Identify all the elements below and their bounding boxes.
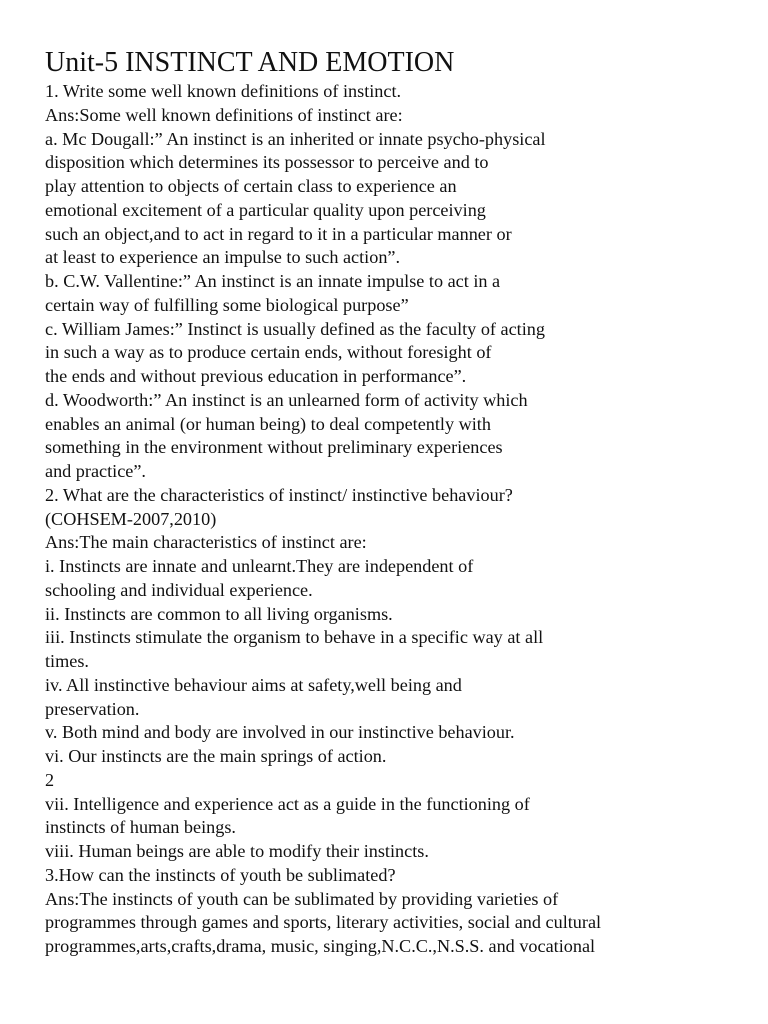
text-line: programmes,arts,crafts,drama, music, singing,N.C.C.,N.S.S. and vocational	[45, 936, 596, 956]
text-line: ii. Instincts are common to all living organisms.	[45, 603, 393, 624]
document-body	[45, 80, 745, 959]
text-line: and practice”.	[45, 461, 146, 481]
text-line: something in the environment without preliminary experiences	[45, 437, 503, 458]
text-line: i. Instincts are innate and unlearnt.They are independent of	[45, 556, 474, 576]
text-line: enables an animal (or human being) to deal competently with	[45, 413, 491, 434]
text-line: such an object,and to act in regard to it in a particular manner or	[45, 223, 512, 244]
document-title: Unit-5 INSTINCT AND EMOTION	[45, 47, 455, 78]
text-line: vii. Intelligence and experience act as a guide in the functioning of	[45, 793, 530, 814]
text-line: the ends and without previous education in performance”.	[45, 366, 467, 386]
text-line: 1. Write some well known definitions of instinct.	[45, 81, 402, 101]
text-line: in such a way as to produce certain ends, without foresight of	[45, 342, 492, 363]
text-line: schooling and individual experience.	[45, 579, 313, 600]
text-line: b. C.W. Vallentine:” An instinct is an innate impulse to act in a	[45, 271, 501, 291]
text-line: play attention to objects of certain class to experience an	[45, 176, 457, 196]
text-line: preservation.	[45, 698, 140, 719]
text-line: iv. All instinctive behaviour aims at safety,well being and	[45, 674, 462, 695]
text-line: Ans:The main characteristics of instinct are:	[45, 532, 367, 553]
text-line: times.	[45, 651, 89, 671]
text-line: iii. Instincts stimulate the organism to behave in a specific way at all	[45, 627, 544, 648]
text-line: disposition which determines its possessor to perceive and to	[45, 152, 489, 173]
text-line: viii. Human beings are able to modify their instincts.	[45, 841, 429, 861]
text-line: (COHSEM-2007,2010)	[45, 508, 217, 529]
text-line: emotional excitement of a particular quality upon perceiving	[45, 199, 486, 220]
text-line: at least to experience an impulse to such action”.	[45, 247, 401, 268]
text-line: 2. What are the characteristics of instinct/ instinctive behaviour?	[45, 484, 513, 505]
text-line: Ans:The instincts of youth can be sublimated by providing varieties of	[45, 888, 559, 909]
text-line: d. Woodworth:” An instinct is an unlearned form of activity which	[45, 389, 528, 410]
text-line: c. William James:” Instinct is usually defined as the faculty of acting	[45, 318, 545, 339]
text-line: instincts of human beings.	[45, 817, 236, 838]
text-line: 3.How can the instincts of youth be sublimated?	[45, 864, 396, 885]
text-line: Ans:Some well known definitions of instinct are:	[45, 104, 403, 125]
text-line: v. Both mind and body are involved in our instinctive behaviour.	[45, 722, 515, 743]
text-line: vi. Our instincts are the main springs of action.	[45, 746, 387, 766]
text-line: programmes through games and sports, literary activities, social and cultural	[45, 912, 602, 933]
page-number: 2	[45, 769, 55, 790]
text-line: a. Mc Dougall:” An instinct is an inherited or innate psycho-physical	[45, 128, 546, 149]
text-line: certain way of fulfilling some biological purpose”	[45, 294, 409, 315]
